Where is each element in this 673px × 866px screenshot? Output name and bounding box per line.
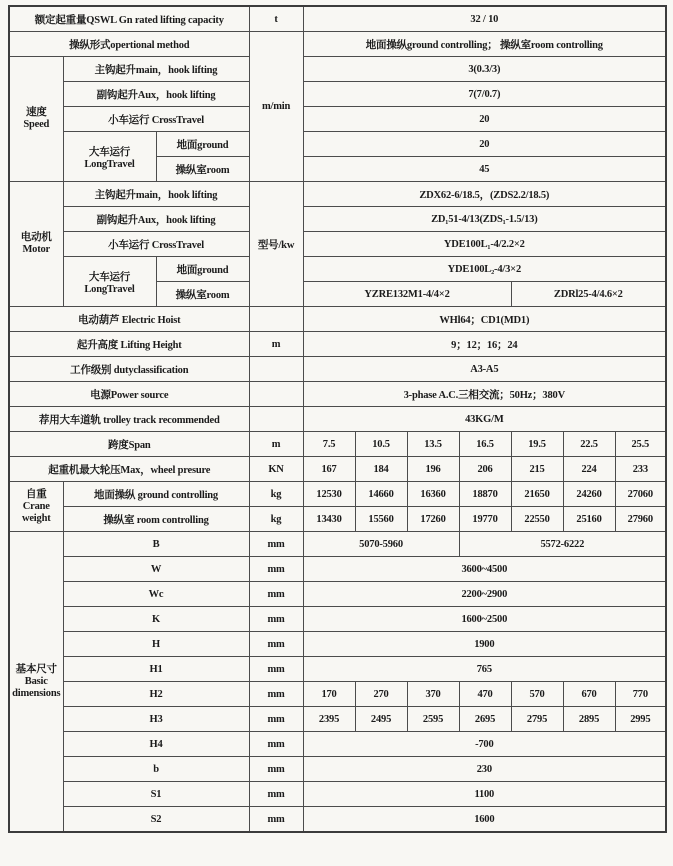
row-dim-S2 (9, 807, 666, 833)
wheel-pressure-value: 215 (511, 457, 563, 482)
motor-room-label: 操纵室room (156, 282, 249, 307)
dim-H-label: H (63, 632, 249, 657)
row-speed-aux-hook (9, 82, 666, 107)
dim-H1-label: H1 (63, 657, 249, 682)
dim-K-value: 1600~2500 (303, 607, 666, 632)
dim-H1-value: 765 (303, 657, 666, 682)
rated-capacity-unit: t (249, 6, 303, 32)
dim-S2-unit: mm (249, 807, 303, 833)
lifting-height-label: 起升高度 Lifting Height (9, 332, 249, 357)
span-value: 22.5 (563, 432, 615, 457)
dim-H-unit: mm (249, 632, 303, 657)
dim-Wc-label: Wc (63, 582, 249, 607)
rated-capacity-label: 额定起重量QSWL Gn rated lifting capacity (9, 6, 249, 32)
motor-cross-label: 小车运行 CrossTravel (63, 232, 249, 257)
wheel-pressure-value: 206 (459, 457, 511, 482)
motor-main-label: 主钩起升main，hook lifting (63, 182, 249, 207)
speed-unit: m/min (249, 32, 303, 182)
basic-dimensions-en1: Basic (24, 675, 48, 687)
dim-H3-value: 2695 (459, 707, 511, 732)
row-power-source (9, 382, 666, 407)
crane-weight-en1: Crane (22, 500, 50, 512)
row-lifting-height (9, 332, 666, 357)
row-rated-capacity (9, 6, 666, 32)
span-value: 16.5 (459, 432, 511, 457)
span-unit: m (249, 432, 303, 457)
dim-H2-value: 370 (407, 682, 459, 707)
operational-method-label: 操纵形式opertional method (9, 32, 249, 57)
row-motor-cross-travel (9, 232, 666, 257)
rated-capacity-value: 32 / 10 (303, 6, 666, 32)
row-dim-S1 (9, 782, 666, 807)
dim-H2-value: 770 (615, 682, 666, 707)
dim-H3-value: 2895 (563, 707, 615, 732)
dim-K-label: K (63, 607, 249, 632)
dim-b-unit: mm (249, 757, 303, 782)
dim-H3-value: 2795 (511, 707, 563, 732)
dim-H2-unit: mm (249, 682, 303, 707)
speed-aux-value: 7(7/0.7) (303, 82, 666, 107)
crane-weight-group-label (9, 482, 63, 532)
duty-classification-unit (249, 357, 303, 382)
dim-W-unit: mm (249, 557, 303, 582)
speed-group-zh: 速度 (25, 107, 47, 118)
weight-room-unit: kg (249, 507, 303, 532)
motor-long-travel-label (63, 257, 156, 307)
wheel-pressure-value: 233 (615, 457, 666, 482)
span-value: 7.5 (303, 432, 355, 457)
dim-H1-unit: mm (249, 657, 303, 682)
row-speed-cross-travel (9, 107, 666, 132)
weight-ground-unit: kg (249, 482, 303, 507)
dim-H4-value: -700 (303, 732, 666, 757)
dim-S1-label: S1 (63, 782, 249, 807)
row-motor-main-hook (9, 182, 666, 207)
weight-room-value: 19770 (459, 507, 511, 532)
dim-B-value-left: 5070-5960 (303, 532, 459, 557)
row-operational-method (9, 32, 666, 57)
row-dim-b (9, 757, 666, 782)
weight-room-value: 17260 (407, 507, 459, 532)
row-dim-B (9, 532, 666, 557)
dim-S1-value: 1100 (303, 782, 666, 807)
dim-b-value: 230 (303, 757, 666, 782)
row-weight-room (9, 507, 666, 532)
weight-ground-value: 21650 (511, 482, 563, 507)
row-span (9, 432, 666, 457)
basic-dimensions-group-label (9, 532, 63, 833)
speed-group-en: Speed (23, 119, 50, 130)
motor-group-label (9, 182, 63, 307)
weight-ground-value: 12530 (303, 482, 355, 507)
power-source-label: 电源Power source (9, 382, 249, 407)
motor-room-value-right: ZDRl25-4/4.6×2 (511, 282, 666, 307)
weight-room-label: 操纵室 room controlling (63, 507, 249, 532)
row-speed-main-hook (9, 57, 666, 82)
speed-room-value: 45 (303, 157, 666, 182)
weight-room-value: 13430 (303, 507, 355, 532)
row-max-wheel-pressure (9, 457, 666, 482)
dim-H2-value: 670 (563, 682, 615, 707)
motor-long-travel-en: LongTravel (84, 283, 135, 295)
duty-classification-label: 工作级别 dutyclassification (9, 357, 249, 382)
motor-room-value-left: YZRE132M1-4/4×2 (303, 282, 511, 307)
electric-hoist-value: WHl64；CD1(MD1) (303, 307, 666, 332)
basic-dimensions-zh: 基本尺寸 (15, 663, 57, 675)
dim-H2-value: 470 (459, 682, 511, 707)
dim-H4-unit: mm (249, 732, 303, 757)
dim-H3-value: 2495 (355, 707, 407, 732)
row-motor-aux-hook (9, 207, 666, 232)
weight-ground-value: 24260 (563, 482, 615, 507)
weight-room-value: 25160 (563, 507, 615, 532)
operational-method-value: 地面操纵ground controlling； 操纵室room controlling (303, 32, 666, 57)
row-weight-ground (9, 482, 666, 507)
speed-cross-label: 小车运行 CrossTravel (63, 107, 249, 132)
trolley-track-label: 荐用大车道轨 trolley track recommended (9, 407, 249, 432)
row-dim-W (9, 557, 666, 582)
row-electric-hoist (9, 307, 666, 332)
dim-S2-label: S2 (63, 807, 249, 833)
trolley-track-unit (249, 407, 303, 432)
weight-room-value: 22550 (511, 507, 563, 532)
motor-group-zh: 电动机 (20, 232, 52, 243)
motor-long-travel-zh: 大车运行 (88, 271, 131, 283)
dim-H3-value: 2395 (303, 707, 355, 732)
row-dim-K (9, 607, 666, 632)
dim-H3-value: 2995 (615, 707, 666, 732)
power-source-unit (249, 382, 303, 407)
crane-weight-en2: weight (21, 512, 51, 524)
span-label: 跨度Span (9, 432, 249, 457)
row-trolley-track (9, 407, 666, 432)
dim-Wc-value: 2200~2900 (303, 582, 666, 607)
dim-H2-value: 170 (303, 682, 355, 707)
speed-main-value: 3(0.3/3) (303, 57, 666, 82)
weight-ground-label: 地面操纵 ground controlling (63, 482, 249, 507)
motor-group-en: Motor (22, 244, 51, 255)
motor-ground-label: 地面ground (156, 257, 249, 282)
motor-unit: 型号/kw (249, 182, 303, 307)
wheel-pressure-value: 167 (303, 457, 355, 482)
dim-W-value: 3600~4500 (303, 557, 666, 582)
dim-B-value-right: 5572-6222 (459, 532, 666, 557)
row-speed-long-travel-ground (9, 132, 666, 157)
dim-H2-label: H2 (63, 682, 249, 707)
span-value: 25.5 (615, 432, 666, 457)
speed-aux-label: 副钩起升Aux，hook lifting (63, 82, 249, 107)
weight-room-value: 27960 (615, 507, 666, 532)
dim-W-label: W (63, 557, 249, 582)
crane-weight-zh: 自重 (25, 488, 47, 500)
dim-b-label: b (63, 757, 249, 782)
speed-ground-label: 地面ground (156, 132, 249, 157)
dim-S2-value: 1600 (303, 807, 666, 833)
row-dim-H (9, 632, 666, 657)
dim-H4-label: H4 (63, 732, 249, 757)
motor-aux-value: ZD₁51-4/13(ZDS₁-1.5/13) (303, 207, 666, 232)
lifting-height-value: 9；12；16；24 (303, 332, 666, 357)
weight-ground-value: 16360 (407, 482, 459, 507)
basic-dimensions-en2: dimensions (12, 687, 61, 699)
row-dim-H2 (9, 682, 666, 707)
wheel-pressure-value: 196 (407, 457, 459, 482)
speed-ground-value: 20 (303, 132, 666, 157)
speed-group-label (9, 57, 63, 182)
motor-ground-value: YDE100L₂-4/3×2 (303, 257, 666, 282)
dim-H3-label: H3 (63, 707, 249, 732)
speed-cross-value: 20 (303, 107, 666, 132)
power-source-value: 3-phase A.C.三相交流；50Hz；380V (303, 382, 666, 407)
weight-ground-value: 18870 (459, 482, 511, 507)
trolley-track-value: 43KG/M (303, 407, 666, 432)
dim-H3-unit: mm (249, 707, 303, 732)
crane-spec-table (8, 5, 667, 833)
electric-hoist-label: 电动葫芦 Electric Hoist (9, 307, 249, 332)
dim-K-unit: mm (249, 607, 303, 632)
speed-long-travel-zh: 大车运行 (88, 146, 131, 158)
weight-ground-value: 27060 (615, 482, 666, 507)
wheel-pressure-label: 起重机最大轮压Max，wheel presure (9, 457, 249, 482)
row-dim-H1 (9, 657, 666, 682)
motor-aux-label: 副钩起升Aux，hook lifting (63, 207, 249, 232)
wheel-pressure-unit: KN (249, 457, 303, 482)
dim-B-unit: mm (249, 532, 303, 557)
weight-room-value: 15560 (355, 507, 407, 532)
dim-B-label: B (63, 532, 249, 557)
wheel-pressure-value: 184 (355, 457, 407, 482)
dim-Wc-unit: mm (249, 582, 303, 607)
motor-cross-value: YDE100L₁-4/2.2×2 (303, 232, 666, 257)
dim-H2-value: 270 (355, 682, 407, 707)
dim-H-value: 1900 (303, 632, 666, 657)
speed-long-travel-en: LongTravel (84, 158, 135, 170)
span-value: 10.5 (355, 432, 407, 457)
dim-S1-unit: mm (249, 782, 303, 807)
row-motor-long-travel-ground (9, 257, 666, 282)
span-value: 19.5 (511, 432, 563, 457)
duty-classification-value: A3-A5 (303, 357, 666, 382)
electric-hoist-unit (249, 307, 303, 332)
speed-long-travel-label (63, 132, 156, 182)
dim-H3-value: 2595 (407, 707, 459, 732)
row-duty-classification (9, 357, 666, 382)
lifting-height-unit: m (249, 332, 303, 357)
span-value: 13.5 (407, 432, 459, 457)
row-dim-H4 (9, 732, 666, 757)
motor-main-value: ZDX62-6/18.5，(ZDS2.2/18.5) (303, 182, 666, 207)
dim-H2-value: 570 (511, 682, 563, 707)
wheel-pressure-value: 224 (563, 457, 615, 482)
row-dim-Wc (9, 582, 666, 607)
speed-room-label: 操纵室room (156, 157, 249, 182)
weight-ground-value: 14660 (355, 482, 407, 507)
row-dim-H3 (9, 707, 666, 732)
speed-main-label: 主钩起升main，hook lifting (63, 57, 249, 82)
